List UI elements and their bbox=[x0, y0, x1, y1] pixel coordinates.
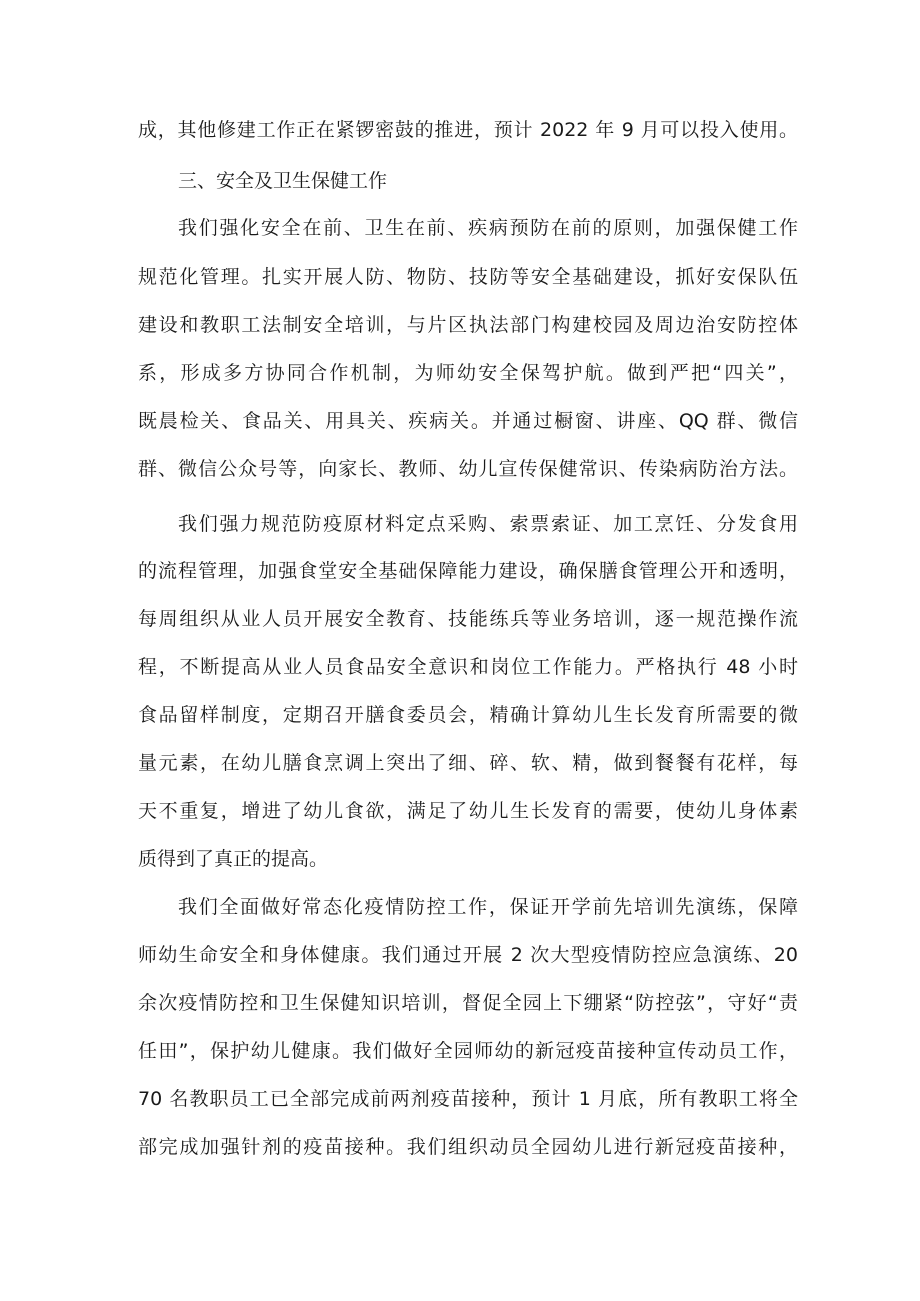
paragraph-line: 系，形成多方协同合作机制，为师幼安全保驾护航。做到严把“四关”， bbox=[138, 362, 798, 384]
paragraph-line: 余次疫情防控和卫生保健知识培训，督促全园上下绷紧“防控弦”，守好“责 bbox=[138, 992, 798, 1014]
paragraph-line: 我们强力规范防疫原材料定点采购、索票索证、加工烹饪、分发食用 bbox=[178, 513, 798, 535]
paragraph-line: 食品留样制度，定期召开膳食委员会，精确计算幼儿生长发育所需要的微 bbox=[138, 704, 798, 726]
paragraph-line: 我们全面做好常态化疫情防控工作，保证开学前先培训先演练，保障 bbox=[178, 896, 798, 918]
paragraph-line: 部完成加强针剂的疫苗接种。我们组织动员全园幼儿进行新冠疫苗接种， bbox=[138, 1136, 798, 1158]
section-heading: 三、安全及卫生保健工作 bbox=[178, 170, 388, 192]
paragraph-line: 师幼生命安全和身体健康。我们通过开展 2 次大型疫情防控应急演练、20 bbox=[138, 944, 798, 966]
paragraph-line: 每周组织从业人员开展安全教育、技能练兵等业务培训，逐一规范操作流 bbox=[138, 608, 798, 630]
paragraph-line: 程，不断提高从业人员食品安全意识和岗位工作能力。严格执行 48 小时 bbox=[138, 656, 798, 678]
paragraph-line: 我们强化安全在前、卫生在前、疾病预防在前的原则，加强保健工作 bbox=[178, 217, 798, 239]
paragraph-line: 规范化管理。扎实开展人防、物防、技防等安全基础建设，抓好安保队伍 bbox=[138, 266, 798, 288]
paragraph-line: 量元素，在幼儿膳食烹调上突出了细、碎、软、精，做到餐餐有花样，每 bbox=[138, 752, 798, 774]
paragraph-line: 群、微信公众号等，向家长、教师、幼儿宣传保健常识、传染病防治方法。 bbox=[138, 458, 798, 480]
paragraph-line: 建设和教职工法制安全培训，与片区执法部门构建校园及周边治安防控体 bbox=[138, 314, 798, 336]
paragraph-line: 的流程管理，加强食堂安全基础保障能力建设，确保膳食管理公开和透明， bbox=[138, 560, 798, 582]
paragraph-line: 任田”，保护幼儿健康。我们做好全园师幼的新冠疫苗接种宣传动员工作， bbox=[138, 1040, 798, 1062]
paragraph-line: 天不重复，增进了幼儿食欲，满足了幼儿生长发育的需要，使幼儿身体素 bbox=[138, 800, 798, 822]
paragraph-line: 质得到了真正的提高。 bbox=[138, 848, 329, 870]
paragraph-line: 既晨检关、食品关、用具关、疾病关。并通过橱窗、讲座、QQ 群、微信 bbox=[138, 410, 798, 432]
paragraph-line: 70 名教职员工已全部完成前两剂疫苗接种，预计 1 月底，所有教职工将全 bbox=[138, 1088, 798, 1110]
paragraph-line: 成，其他修建工作正在紧锣密鼓的推进，预计 2022 年 9 月可以投入使用。 bbox=[138, 119, 798, 141]
